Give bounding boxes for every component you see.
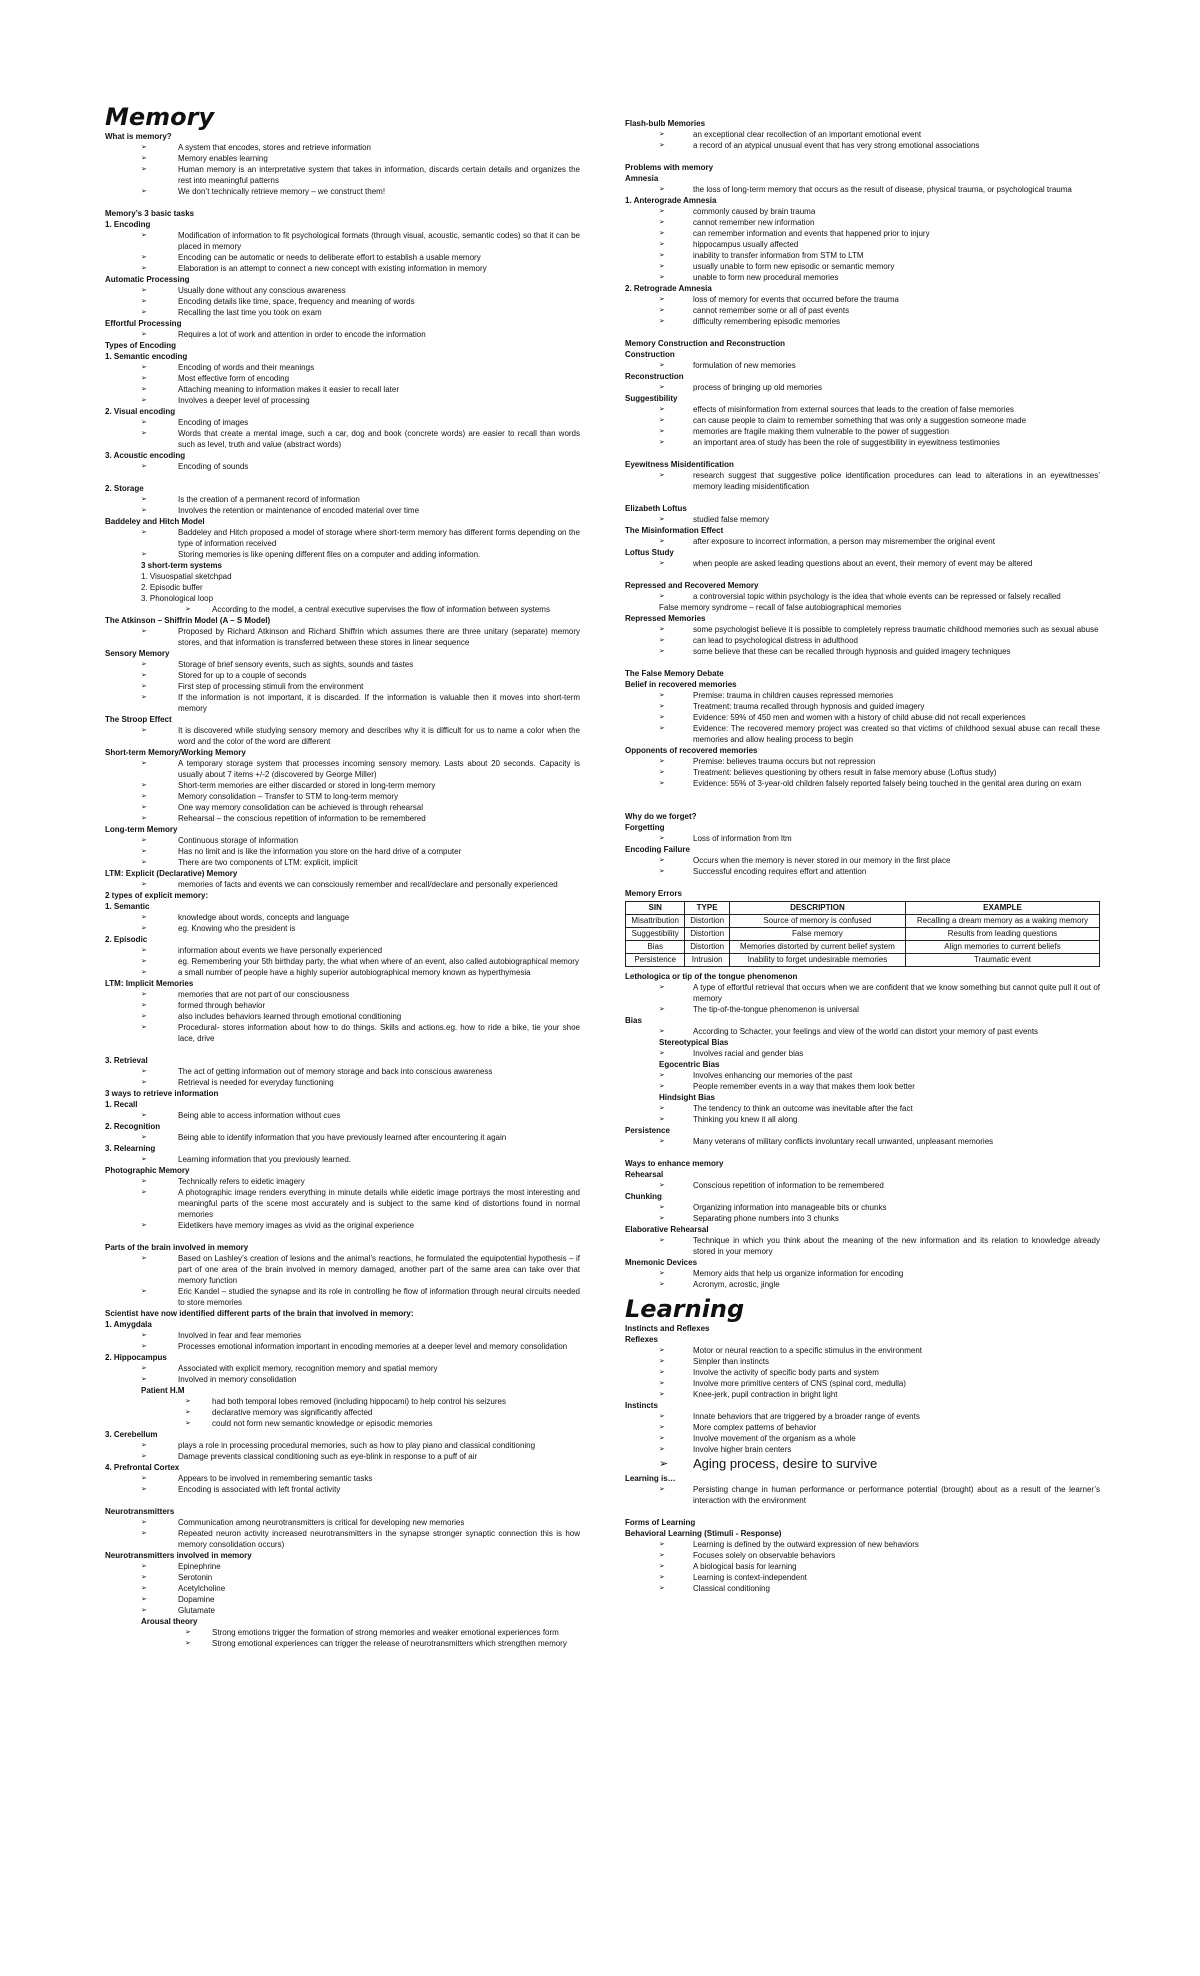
bullet-item: ➢ Technically refers to eidetic imagery <box>105 1176 580 1187</box>
section-heading: The Atkinson – Shiffrin Model (A – S Model) <box>105 616 271 625</box>
bullet-item: ➢ inability to transfer information from STM to LTM <box>625 250 1100 261</box>
bullet-item: ➢ memories are fragile making them vulnerable to the power of suggestion <box>625 426 1100 437</box>
table-row <box>626 954 1100 967</box>
bullet-item-nested: ➢ declarative memory was significantly affected <box>105 1407 580 1418</box>
section-heading: Eyewitness Misidentification <box>625 460 734 469</box>
section-heading: 3. Relearning <box>105 1144 156 1153</box>
bullet-item: ➢ If the information is not important, it is discarded. If the information is valuable then it moves into short-term memory <box>105 692 580 714</box>
bullet-item: ➢ eg. Knowing who the president is <box>105 923 580 934</box>
bullet-item: ➢ A biological basis for learning <box>625 1561 1100 1572</box>
bullet-item: ➢ Knee-jerk, pupil contraction in bright light <box>625 1389 1100 1400</box>
bullet-item: ➢ The tip-of-the-tongue phenomenon is universal <box>625 1004 1100 1015</box>
bullet-item: ➢ Focuses solely on observable behaviors <box>625 1550 1100 1561</box>
bullet-item: ➢ Evidence: 59% of 450 men and women with a history of child abuse did not recall experiences <box>625 712 1100 723</box>
bullet-item: ➢ Attaching meaning to information makes it easier to recall later <box>105 384 580 395</box>
bullet-item: ➢ A type of effortful retrieval that occurs when we are confident that we know something but cannot quite pull it out of memory <box>625 982 1100 1004</box>
table-cell: Bias <box>626 941 685 954</box>
memory-errors-table <box>625 901 1100 967</box>
bullet-item: ➢ commonly caused by brain trauma <box>625 206 1100 217</box>
bullet-item: ➢ Serotonin <box>105 1572 580 1583</box>
bullet-item: ➢ Separating phone numbers into 3 chunks <box>625 1213 1100 1224</box>
bullet-item: ➢ Learning information that you previously learned. <box>105 1154 580 1165</box>
bullet-item: ➢ a small number of people have a highly superior autobiographical memory known as hyperthymesia <box>105 967 580 978</box>
spacer <box>625 800 1100 811</box>
bullet-item: ➢ First step of processing stimuli from the environment <box>105 681 580 692</box>
bullet-item: ➢ Storage of brief sensory events, such as sights, sounds and tastes <box>105 659 580 670</box>
section-heading: Reflexes <box>625 1335 658 1344</box>
section-heading: 3 ways to retrieve information <box>105 1089 219 1098</box>
bullet-item: ➢ memories that are not part of our consciousness <box>105 989 580 1000</box>
table-body <box>626 915 1100 967</box>
bullet-item: ➢ Proposed by Richard Atkinson and Richard Shiffrin which assumes there are three unitary (separate) memory stores, and that information is transferred between these stores in linear sequence <box>105 626 580 648</box>
bullet-item-nested: ➢ According to the model, a central executive supervises the flow of information between systems <box>105 604 580 615</box>
section-heading: Scientist have now identified different parts of the brain that involved in memory: <box>105 1309 414 1318</box>
bullet-item: ➢ Encoding can be automatic or needs to deliberate effort to establish a usable memory <box>105 252 580 263</box>
bullet-item-nested: ➢ had both temporal lobes removed (including hippocami) to help control his seizures <box>105 1396 580 1407</box>
section-heading: 1. Semantic <box>105 902 150 911</box>
table-cell: Inability to forget undesirable memories <box>729 954 905 967</box>
table-cell: Suggestibility <box>626 928 685 941</box>
section-heading: Rehearsal <box>625 1170 664 1179</box>
bullet-item: ➢ Has no limit and is like the information you store on the hard drive of a computer <box>105 846 580 857</box>
bullet-item: ➢ Rehearsal – the conscious repetition of information to be remembered <box>105 813 580 824</box>
section-heading: Elaborative Rehearsal <box>625 1225 709 1234</box>
table-cell: Intrusion <box>685 954 729 967</box>
section-heading: 1. Semantic encoding <box>105 352 188 361</box>
bullet-item: ➢ Encoding details like time, space, frequency and meaning of words <box>105 296 580 307</box>
bullet-item: ➢ Innate behaviors that are triggered by a broader range of events <box>625 1411 1100 1422</box>
section-heading: Learning is… <box>625 1474 676 1483</box>
subheading: Hindsight Bias <box>659 1093 716 1102</box>
bullet-item: ➢ studied false memory <box>625 514 1100 525</box>
bullet-item: ➢ Conscious repetition of information to be remembered <box>625 1180 1100 1191</box>
bullet-item: ➢ Learning is defined by the outward expression of new behaviors <box>625 1539 1100 1550</box>
bullet-item: ➢ Recalling the last time you took on exam <box>105 307 580 318</box>
table-header-row <box>626 902 1100 915</box>
table-row <box>626 915 1100 928</box>
bullet-item: ➢ Retrieval is needed for everyday functioning <box>105 1077 580 1088</box>
bullet-item: ➢ Memory consolidation – Transfer to STM to long-term memory <box>105 791 580 802</box>
section-heading: 2. Hippocampus <box>105 1353 167 1362</box>
bullet-item: ➢ Based on Lashley’s creation of lesions and the animal’s reactions, he formulated the equipotential hypothesis – if part of one area of the brain involved in memory damaged, another part of the same area can take over that memory function <box>105 1253 580 1286</box>
bullet-item: ➢ Technique in which you think about the meaning of the new information and its relation to knowledge already stored in your memory <box>625 1235 1100 1257</box>
bullet-item: ➢ Involves enhancing our memories of the past <box>625 1070 1100 1081</box>
section-heading: 1. Encoding <box>105 220 151 229</box>
bullet-item: ➢ Eric Kandel – studied the synapse and its role in controlling he flow of information through neural circuits needed to store memories <box>105 1286 580 1308</box>
bullet-item: ➢ after exposure to incorrect information, a person may misremember the original event <box>625 536 1100 547</box>
bullet-item: ➢ Stored for up to a couple of seconds <box>105 670 580 681</box>
subheading: Patient H.M <box>141 1386 185 1395</box>
section-heading: Forms of Learning <box>625 1518 696 1527</box>
bullet-item: ➢ Dopamine <box>105 1594 580 1605</box>
bullet-item: ➢ Evidence: 55% of 3-year-old children falsely reported falsely being touched in the genital area during on exam <box>625 778 1100 789</box>
section-heading: LTM: Explicit (Declarative) Memory <box>105 869 238 878</box>
subheading: 3 short-term systems <box>141 561 222 570</box>
bullet-item: ➢ an exceptional clear recollection of an important emotional event <box>625 129 1100 140</box>
section-heading: Neurotransmitters <box>105 1507 175 1516</box>
bullet-item: ➢ some believe that these can be recalled through hypnosis and guided imagery techniques <box>625 646 1100 657</box>
table-cell: Misattribution <box>626 915 685 928</box>
bullet-item: ➢ A photographic image renders everything in minute details while eidetic image portrays the most interesting and meaningful parts of the scene most accurately and is subject to the same kind of distortions found in normal memories <box>105 1187 580 1220</box>
bullet-item-nested: ➢ could not form new semantic knowledge or episodic memories <box>105 1418 580 1429</box>
section-heading: Loftus Study <box>625 548 674 557</box>
bullet-item: ➢ a record of an atypical unusual event that has very strong emotional associations <box>625 140 1100 151</box>
bullet-item: ➢ Involves racial and gender bias <box>625 1048 1100 1059</box>
bullet-item: ➢ Being able to access information without cues <box>105 1110 580 1121</box>
section-heading: 3. Cerebellum <box>105 1430 158 1439</box>
list-item: 1. Visuospatial sketchpad <box>141 572 232 581</box>
bullet-item: ➢ The tendency to think an outcome was inevitable after the fact <box>625 1103 1100 1114</box>
section-heading: What is memory? <box>105 132 172 141</box>
bullet-item: ➢ Is the creation of a permanent record of information <box>105 494 580 505</box>
bullet-item: ➢ also includes behaviors learned through emotional conditioning <box>105 1011 580 1022</box>
bullet-item: ➢ We don’t technically retrieve memory – we construct them! <box>105 186 580 197</box>
bullet-item: ➢ Elaboration is an attempt to connect a new concept with existing information in memory <box>105 263 580 274</box>
bullet-item: ➢ Human memory is an interpretative system that takes in information, discards certain details and organizes the rest into meaningful patterns <box>105 164 580 186</box>
bullet-item: ➢ can lead to psychological distress in adulthood <box>625 635 1100 646</box>
section-heading: Belief in recovered memories <box>625 680 737 689</box>
bullet-item: ➢ Glutamate <box>105 1605 580 1616</box>
spacer <box>625 448 1100 459</box>
bullet-item: ➢ can remember information and events that happened prior to injury <box>625 228 1100 239</box>
section-heading: Encoding Failure <box>625 845 690 854</box>
spacer <box>105 1044 580 1055</box>
bullet-item: ➢ hippocampus usually affected <box>625 239 1100 250</box>
section-heading: Ways to enhance memory <box>625 1159 724 1168</box>
section-heading: Types of Encoding <box>105 341 176 350</box>
section-title-learning: Learning <box>625 1295 745 1323</box>
table-row <box>626 941 1100 954</box>
bullet-item: ➢ the loss of long-term memory that occurs as the result of disease, physical trauma, or psychological trauma <box>625 184 1100 195</box>
section-heading: 1. Amygdala <box>105 1320 152 1329</box>
bullet-item: ➢ Words that create a mental image, such a car, dog and book (concrete words) are easier to recall than words such as level, truth and value (abstract words) <box>105 428 580 450</box>
right-column <box>625 118 1100 1594</box>
bullet-item: ➢ Involve higher brain centers <box>625 1444 1100 1455</box>
spacer <box>625 492 1100 503</box>
bullet-item: ➢ Being able to identify information that you have previously learned after encountering it again <box>105 1132 580 1143</box>
section-heading: 1. Anterograde Amnesia <box>625 196 717 205</box>
left-content <box>105 131 580 1649</box>
table-header-cell: EXAMPLE <box>905 902 1099 915</box>
subheading: Stereotypical Bias <box>659 1038 729 1047</box>
bullet-item: ➢ According to Schacter, your feelings and view of the world can distort your memory of past events <box>625 1026 1100 1037</box>
bullet-item: ➢ cannot remember some or all of past events <box>625 305 1100 316</box>
table-cell: Recalling a dream memory as a waking memory <box>905 915 1099 928</box>
section-heading: Instincts and Reflexes <box>625 1324 710 1333</box>
bullet-item: ➢ Memory enables learning <box>105 153 580 164</box>
bullet-item: ➢ Procedural- stores information about how to do things. Skills and actions.eg. how to ride a bike, tie your shoe lace, drive <box>105 1022 580 1044</box>
section-heading: Repressed Memories <box>625 614 706 623</box>
spacer <box>105 197 580 208</box>
section-heading: Automatic Processing <box>105 275 190 284</box>
section-heading: 2. Episodic <box>105 935 148 944</box>
section-heading: Problems with memory <box>625 163 714 172</box>
bullet-item: ➢ an important area of study has been the role of suggestibility in eyewitness testimonies <box>625 437 1100 448</box>
spacer <box>105 1495 580 1506</box>
bullet-item: ➢ Appears to be involved in remembering semantic tasks <box>105 1473 580 1484</box>
section-heading: 2. Recognition <box>105 1122 161 1131</box>
list-item: 2. Episodic buffer <box>141 583 203 592</box>
left-column <box>105 104 580 1649</box>
spacer <box>625 1506 1100 1517</box>
bullet-item: ➢ Treatment: believes questioning by others result in false memory abuse (Loftus study) <box>625 767 1100 778</box>
section-heading: Opponents of recovered memories <box>625 746 758 755</box>
bullet-item: ➢ unable to form new procedural memories <box>625 272 1100 283</box>
bullet-item: ➢ Involve movement of the organism as a whole <box>625 1433 1100 1444</box>
section-heading: Chunking <box>625 1192 662 1201</box>
bullet-item: ➢ Occurs when the memory is never stored in our memory in the first place <box>625 855 1100 866</box>
bullet-item: ➢ effects of misinformation from external sources that leads to the creation of false memories <box>625 404 1100 415</box>
bullet-item: ➢ Encoding of images <box>105 417 580 428</box>
spacer <box>625 151 1100 162</box>
bullet-item: ➢ Acetylcholine <box>105 1583 580 1594</box>
bullet-item: ➢ Simpler than instincts <box>625 1356 1100 1367</box>
spacer <box>625 877 1100 888</box>
section-heading: 3. Acoustic encoding <box>105 451 186 460</box>
spacer <box>625 657 1100 668</box>
bullet-item: ➢ some psychologist believe it is possible to completely repress traumatic childhood memories such as sexual abuse <box>625 624 1100 635</box>
bullet-item: ➢ Successful encoding requires effort and attention <box>625 866 1100 877</box>
section-heading: Memory Construction and Reconstruction <box>625 339 786 348</box>
bullet-item: ➢ Involves the retention or maintenance of encoded material over time <box>105 505 580 516</box>
section-heading: 2 types of explicit memory: <box>105 891 209 900</box>
bullet-item-nested: ➢ Strong emotional experiences can trigger the release of neurotransmitters which strengthen memory <box>105 1638 580 1649</box>
bullet-item: ➢ Associated with explicit memory, recognition memory and spatial memory <box>105 1363 580 1374</box>
bullet-item: ➢ cannot remember new information <box>625 217 1100 228</box>
bullet-item: ➢ Persisting change in human performance or performance potential (brought) about as a result of the learner’s interaction with the environment <box>625 1484 1100 1506</box>
bullet-item: ➢ process of bringing up old memories <box>625 382 1100 393</box>
bullet-item: ➢ Many veterans of military conflicts involuntary recall unwanted, unpleasant memories <box>625 1136 1100 1147</box>
section-heading: Suggestibility <box>625 394 678 403</box>
bullet-item: ➢ Storing memories is like opening different files on a computer and adding information. <box>105 549 580 560</box>
section-heading: Instincts <box>625 1401 658 1410</box>
bullet-item: ➢ formed through behavior <box>105 1000 580 1011</box>
bullet-item-large: ➢ Aging process, desire to survive <box>625 1455 1100 1473</box>
table-row <box>626 928 1100 941</box>
bullet-item: ➢ Treatment: trauma recalled through hypnosis and guided imagery <box>625 701 1100 712</box>
page-title: Memory <box>105 103 215 131</box>
spacer <box>105 1231 580 1242</box>
bullet-item: ➢ Classical conditioning <box>625 1583 1100 1594</box>
bullet-item: ➢ loss of memory for events that occurred before the trauma <box>625 294 1100 305</box>
section-heading: Parts of the brain involved in memory <box>105 1243 249 1252</box>
subheading: Arousal theory <box>141 1617 198 1626</box>
bullet-item: ➢ A system that encodes, stores and retrieve information <box>105 142 580 153</box>
bullet-item: ➢ Baddeley and Hitch proposed a model of storage where short-term memory has different forms depending on the type of information received <box>105 527 580 549</box>
table-cell: Distortion <box>685 928 729 941</box>
bullet-item: ➢ Memory aids that help us organize information for encoding <box>625 1268 1100 1279</box>
bullet-item: ➢ Loss of information from ltm <box>625 833 1100 844</box>
list-item: 3. Phonological loop <box>141 594 214 603</box>
table-cell: Source of memory is confused <box>729 915 905 928</box>
spacer <box>625 789 1100 800</box>
section-heading: The Stroop Effect <box>105 715 172 724</box>
bullet-item: ➢ One way memory consolidation can be achieved is through rehearsal <box>105 802 580 813</box>
bullet-item: ➢ Involved in fear and fear memories <box>105 1330 580 1341</box>
table-cell: Persistence <box>626 954 685 967</box>
table-cell: Memories distorted by current belief system <box>729 941 905 954</box>
section-heading: Elizabeth Loftus <box>625 504 687 513</box>
bullet-item: ➢ a controversial topic within psychology is the idea that whole events can be repressed or falsely recalled <box>625 591 1100 602</box>
bullet-item: ➢ More complex patterns of behavior <box>625 1422 1100 1433</box>
bullet-item: ➢ Eidetikers have memory images as vivid as the original experience <box>105 1220 580 1231</box>
bullet-item: ➢ plays a role in processing procedural memories, such as how to play piano and classical conditioning <box>105 1440 580 1451</box>
section-heading: Amnesia <box>625 174 659 183</box>
bullet-item: ➢ research suggest that suggestive police identification procedures can lead to alterations in an eyewitnesses’ memory leading misidentification <box>625 470 1100 492</box>
learning-content <box>625 1323 1100 1594</box>
section-heading: 4. Prefrontal Cortex <box>105 1463 180 1472</box>
bullet-item: ➢ Usually done without any conscious awareness <box>105 285 580 296</box>
section-heading: Why do we forget? <box>625 812 697 821</box>
section-heading: Persistence <box>625 1126 670 1135</box>
bullet-item: ➢ Repeated neuron activity increased neurotransmitters in the synapse stronger synaptic connection this is how memory consolidation occurs) <box>105 1528 580 1550</box>
section-heading: Effortful Processing <box>105 319 182 328</box>
bullet-item: ➢ Processes emotional information important in encoding memories at a deeper level and memory consolidation <box>105 1341 580 1352</box>
bullet-item: ➢ Evidence: The recovered memory project was created so that victims of childhood sexual abuse can recall these memories and allow healing process to begin <box>625 723 1100 745</box>
bullet-item: ➢ Short-term memories are either discarded or stored in long-term memory <box>105 780 580 791</box>
spacer <box>625 327 1100 338</box>
bullet-item: ➢ information about events we have personally experienced <box>105 945 580 956</box>
bullet-item: ➢ Involve more primitive centers of CNS (spinal cord, medulla) <box>625 1378 1100 1389</box>
section-heading: Construction <box>625 350 675 359</box>
bullet-item: ➢ Acronym, acrostic, jingle <box>625 1279 1100 1290</box>
section-heading: 2. Storage <box>105 484 144 493</box>
section-heading: Repressed and Recovered Memory <box>625 581 759 590</box>
spacer <box>625 569 1100 580</box>
section-heading: Sensory Memory <box>105 649 170 658</box>
bullet-item: ➢ eg. Remembering your 5th birthday party, the what when where of an event, also called autobiographical memory <box>105 956 580 967</box>
bullet-item: ➢ when people are asked leading questions about an event, their memory of event may be altered <box>625 558 1100 569</box>
section-heading: Memory Errors <box>625 889 682 898</box>
table-cell: Distortion <box>685 915 729 928</box>
bullet-item: ➢ difficulty remembering episodic memories <box>625 316 1100 327</box>
section-heading: Flash-bulb Memories <box>625 119 706 128</box>
section-heading: 3. Retrieval <box>105 1056 148 1065</box>
section-heading: Bias <box>625 1016 642 1025</box>
bullet-item: ➢ Involved in memory consolidation <box>105 1374 580 1385</box>
bullet-item: ➢ can cause people to claim to remember something that was only a suggestion someone made <box>625 415 1100 426</box>
bullet-item: ➢ A temporary storage system that processes incoming sensory memory. Lasts about 20 seconds. Capacity is usually about 7 items +/-2 (discovered by George Miller) <box>105 758 580 780</box>
section-heading: 2. Retrograde Amnesia <box>625 284 712 293</box>
spacer <box>105 472 580 483</box>
bullet-item: ➢ Encoding of sounds <box>105 461 580 472</box>
bullet-item: ➢ Encoding of words and their meanings <box>105 362 580 373</box>
right-content-bottom <box>625 971 1100 1290</box>
section-heading: 1. Recall <box>105 1100 138 1109</box>
section-heading: LTM: Implicit Memories <box>105 979 194 988</box>
table-header-cell: SIN <box>626 902 685 915</box>
bullet-item: ➢ Encoding is associated with left frontal activity <box>105 1484 580 1495</box>
section-heading: Photographic Memory <box>105 1166 190 1175</box>
bullet-item: ➢ Modification of information to fit psychological formats (through visual, acoustic, semantic codes) so that it can be placed in memory <box>105 230 580 252</box>
bullet-item: ➢ Communication among neurotransmitters is critical for developing new memories <box>105 1517 580 1528</box>
section-heading: Behavioral Learning (Stimuli - Response) <box>625 1529 782 1538</box>
section-heading: Mnemonic Devices <box>625 1258 698 1267</box>
table-header-cell: TYPE <box>685 902 729 915</box>
bullet-item: ➢ Premise: trauma in children causes repressed memories <box>625 690 1100 701</box>
section-heading: The False Memory Debate <box>625 669 724 678</box>
bullet-item: ➢ People remember events in a way that makes them look better <box>625 1081 1100 1092</box>
section-heading: Reconstruction <box>625 372 684 381</box>
subheading: Egocentric Bias <box>659 1060 720 1069</box>
bullet-item: ➢ It is discovered while studying sensory memory and describes why it is difficult for us to name a color when the word and the color of the word are different <box>105 725 580 747</box>
bullet-item: ➢ Continuous storage of information <box>105 835 580 846</box>
bullet-item: ➢ Premise: believes trauma occurs but not repression <box>625 756 1100 767</box>
table-cell: Traumatic event <box>905 954 1099 967</box>
bullet-item: ➢ Involves a deeper level of processing <box>105 395 580 406</box>
section-heading: Forgetting <box>625 823 665 832</box>
bullet-item: ➢ knowledge about words, concepts and language <box>105 912 580 923</box>
bullet-item: ➢ memories of facts and events we can consciously remember and recall/declare and personally experienced <box>105 879 580 890</box>
section-heading: Lethologica or tip of the tongue phenomenon <box>625 972 798 981</box>
section-heading: Baddeley and Hitch Model <box>105 517 205 526</box>
bullet-item: ➢ Damage prevents classical conditioning such as eye-blink in response to a puff of air <box>105 1451 580 1462</box>
section-heading: Short-term Memory/Working Memory <box>105 748 246 757</box>
section-heading: Memory’s 3 basic tasks <box>105 209 195 218</box>
table-cell: Align memories to current beliefs <box>905 941 1099 954</box>
bullet-item: ➢ Involve the activity of specific body parts and system <box>625 1367 1100 1378</box>
section-heading: The Misinformation Effect <box>625 526 724 535</box>
spacer <box>625 1147 1100 1158</box>
table-cell: Results from leading questions <box>905 928 1099 941</box>
section-heading: Long-term Memory <box>105 825 178 834</box>
bullet-item: ➢ Most effective form of encoding <box>105 373 580 384</box>
bullet-item: ➢ Thinking you knew it all along <box>625 1114 1100 1125</box>
section-heading: Neurotransmitters involved in memory <box>105 1551 252 1560</box>
bullet-item: ➢ There are two components of LTM: explicit, implicit <box>105 857 580 868</box>
list-item: False memory syndrome – recall of false autobiographical memories <box>659 603 902 612</box>
right-content-top <box>625 118 1100 899</box>
bullet-item: ➢ Motor or neural reaction to a specific stimulus in the environment <box>625 1345 1100 1356</box>
section-heading: 2. Visual encoding <box>105 407 176 416</box>
table-cell: Distortion <box>685 941 729 954</box>
bullet-item: ➢ Learning is context-independent <box>625 1572 1100 1583</box>
bullet-item: ➢ Organizing information into manageable bits or chunks <box>625 1202 1100 1213</box>
bullet-item-nested: ➢ Strong emotions trigger the formation of strong memories and weaker emotional experiences form <box>105 1627 580 1638</box>
bullet-item: ➢ The act of getting information out of memory storage and back into conscious awareness <box>105 1066 580 1077</box>
bullet-item: ➢ Requires a lot of work and attention in order to encode the information <box>105 329 580 340</box>
table-header-cell: DESCRIPTION <box>729 902 905 915</box>
bullet-item: ➢ usually unable to form new episodic or semantic memory <box>625 261 1100 272</box>
table-cell: False memory <box>729 928 905 941</box>
bullet-item: ➢ Epinephrine <box>105 1561 580 1572</box>
bullet-item: ➢ formulation of new memories <box>625 360 1100 371</box>
